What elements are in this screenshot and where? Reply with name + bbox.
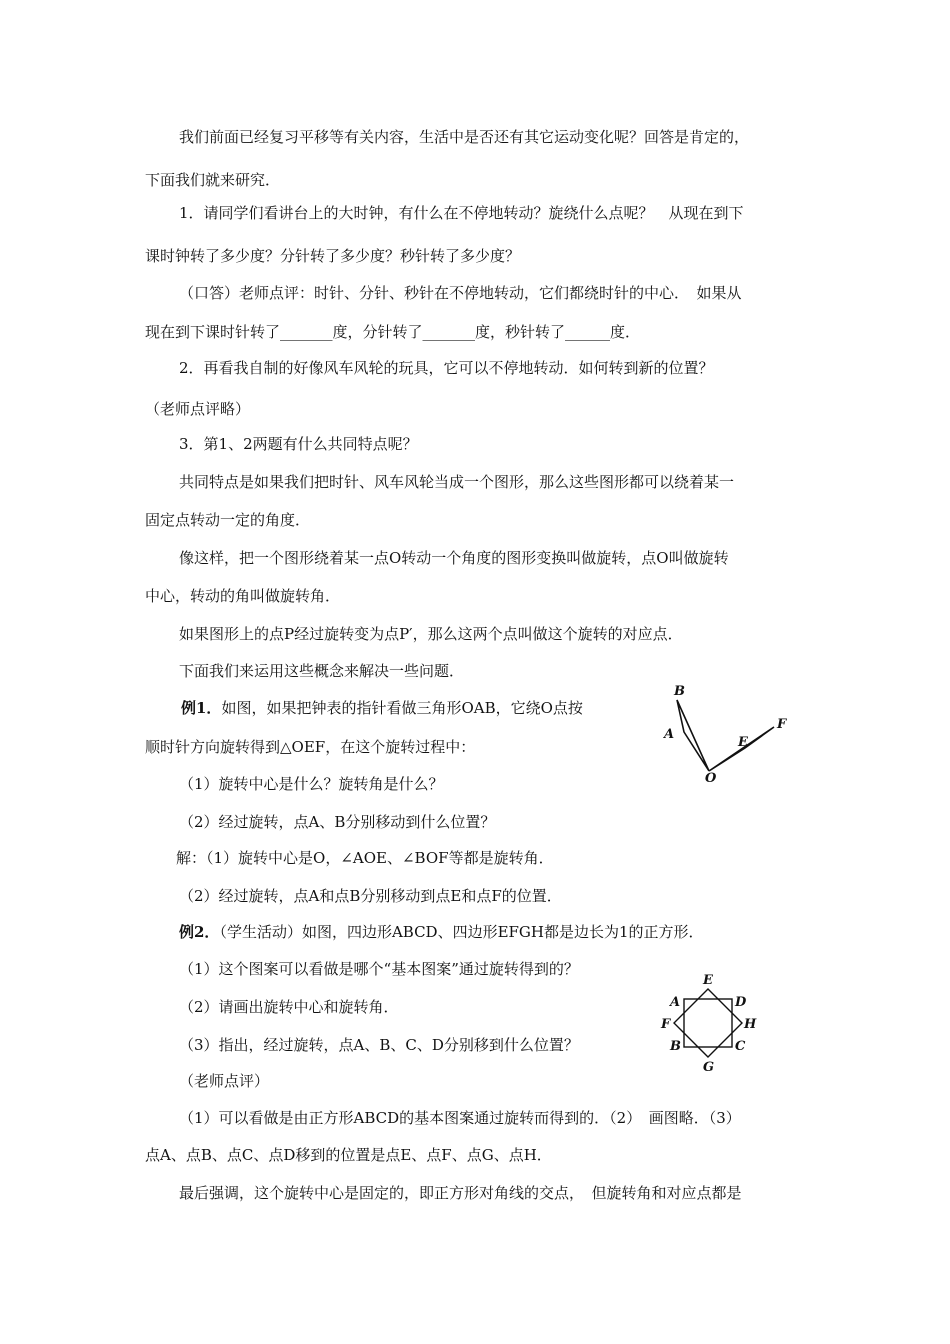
point-label-a: A [670,995,681,1010]
point-label-g: G [703,1060,715,1075]
example-1-label: 例1． [181,699,222,717]
point-label-o: O [705,771,717,783]
example-2-line [179,922,704,942]
text-line: （老师点评） [179,1072,270,1090]
point-label-e: E [738,735,748,750]
text-line: 固定点转动一定的角度． [145,511,311,529]
text-line: 最后强调，这个旋转中心是固定的，即正方形对角线的交点， 但旋转角和对应点都是 [179,1184,742,1202]
text-line: 顺时针方向旋转得到△OEF，在这个旋转过程中： [145,738,476,756]
text-line: （1）这个图案可以看做是哪个“基本图案”通过旋转得到的？ [179,960,579,978]
point-label-a: A [664,727,675,742]
text-span: （学生活动）如图，四边形ABCD、四边形EFGH都是边长为1的正方形． [219,923,704,941]
text-line: （老师点评略） [145,400,251,418]
triangle-oab [677,700,709,771]
text-line: 我们前面已经复习平移等有关内容，生活中是否还有其它运动变化呢？回答是肯定的， [179,128,750,146]
text-line: 课时钟转了多少度？分针转了多少度？秒针转了多少度？ [145,247,521,265]
text-line: （3）指出，经过旋转，点A、B、C、D分别移到什么位置？ [179,1036,579,1054]
point-label-c: C [735,1039,746,1054]
text-line: 3．第1、2两题有什么共同特点呢？ [179,435,418,453]
point-label-f: F [777,717,787,732]
text-span: 如图，如果把钟表的指针看做三角形OAB，它绕O点按 [221,699,583,717]
text-line: （1）可以看做是由正方形ABCD的基本图案通过旋转而得到的．（2） 画图略．（3） [179,1109,741,1127]
point-label-h: H [744,1017,757,1032]
example-2-label: 例2． [179,923,220,941]
text-line: 点A、点B、点C、点D移到的位置是点E、点F、点G、点H． [145,1146,552,1164]
text-line: 像这样，把一个图形绕着某一点O转动一个角度的图形变换叫做旋转，点O叫做旋转 [179,549,729,567]
point-label-f: F [661,1017,671,1032]
text-line: 共同特点是如果我们把时针、风车风轮当成一个图形，那么这些图形都可以绕着某一 [179,473,735,491]
text-line: （口答）老师点评：时针、分针、秒针在不停地转动，它们都绕时针的中心． 如果从 [179,284,742,302]
text-line: 下面我们来运用这些概念来解决一些问题． [179,662,465,680]
text-line: 现在到下课时针转了_______度，分针转了_______度，秒针转了______度． [145,323,641,341]
overlapping-squares-figure [655,970,760,1075]
text-line: （1）旋转中心是什么？旋转角是什么？ [179,775,444,793]
text-line: 2．再看我自制的好像风车风轮的玩具，它可以不停地转动．如何转到新的位置？ [179,359,714,377]
text-line: 解：（1）旋转中心是O，∠AOE、∠BOF等都是旋转角． [176,849,554,867]
text-line: （2）经过旋转，点A、B分别移动到什么位置？ [179,813,496,831]
text-line: （2）经过旋转，点A和点B分别移动到点E和点F的位置． [179,887,562,905]
point-label-b: B [670,1039,681,1054]
point-label-e: E [703,973,713,988]
text-line: 1．请同学们看讲台上的大时钟，有什么在不停地转动？旋绕什么点呢？ 从现在到下 [179,204,744,222]
point-label-d: D [735,995,747,1010]
rotation-triangles-figure [650,678,800,783]
text-line: （2）请画出旋转中心和旋转角． [179,998,399,1016]
text-line: 下面我们就来研究． [145,171,281,189]
example-1-line [181,698,583,718]
point-label-b: B [674,684,685,699]
text-line: 中心，转动的角叫做旋转角． [145,587,341,605]
text-line: 如果图形上的点P经过旋转变为点P′，那么这两个点叫做这个旋转的对应点． [179,625,683,643]
